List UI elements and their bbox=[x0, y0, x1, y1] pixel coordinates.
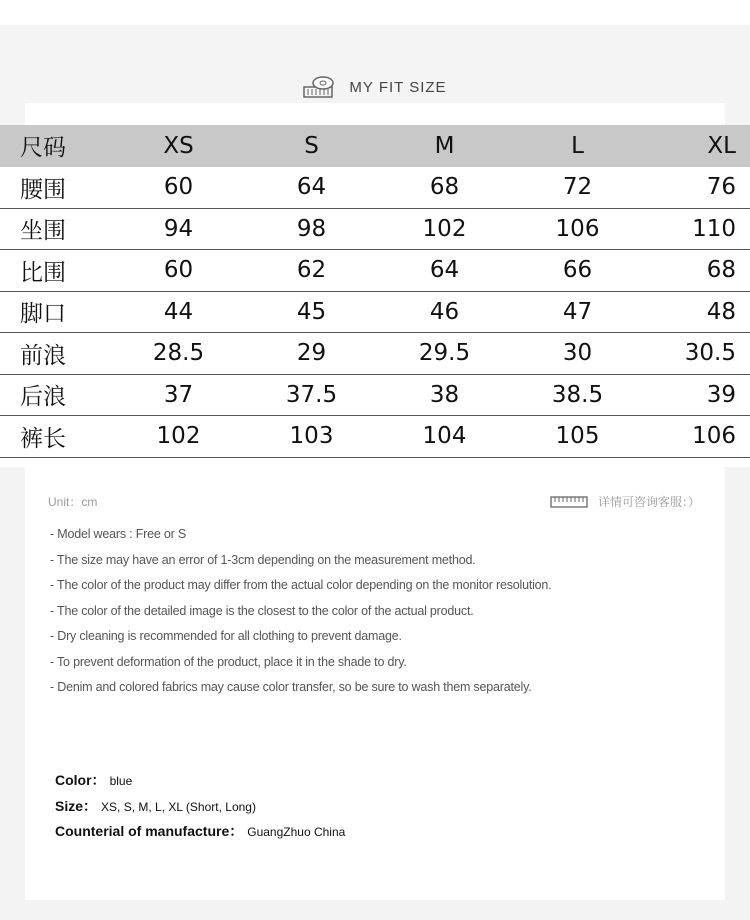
table-cell: 62 bbox=[245, 250, 378, 292]
table-cell: 105 bbox=[511, 416, 644, 458]
table-cell: 47 bbox=[511, 291, 644, 333]
table-cell: 102 bbox=[112, 416, 245, 458]
header-cell-label: 尺码 bbox=[0, 125, 112, 167]
table-row bbox=[0, 250, 750, 292]
table-cell: 29.5 bbox=[378, 333, 511, 375]
table-cell: 94 bbox=[112, 208, 245, 250]
table-cell: 64 bbox=[378, 250, 511, 292]
table-cell: 44 bbox=[112, 291, 245, 333]
measurement-label: 比围 bbox=[0, 250, 112, 292]
size-header-cell: L bbox=[511, 125, 644, 167]
table-cell: 103 bbox=[245, 416, 378, 458]
table-cell: 110 bbox=[644, 208, 750, 250]
table-cell: 72 bbox=[511, 167, 644, 209]
size-spec bbox=[55, 796, 256, 816]
table-cell: 48 bbox=[644, 291, 750, 333]
title-text: MY FIT SIZE bbox=[349, 78, 447, 96]
size-value: XS, S, M, L, XL (Short, Long) bbox=[101, 800, 256, 814]
table-cell: 106 bbox=[644, 416, 750, 458]
table-row bbox=[0, 208, 750, 250]
measurement-label: 坐围 bbox=[0, 208, 112, 250]
table-cell: 38 bbox=[378, 374, 511, 416]
table-cell: 76 bbox=[644, 167, 750, 209]
note-item: - Model wears : Free or S bbox=[50, 527, 187, 541]
size-label: Size： bbox=[55, 798, 98, 814]
table-cell: 64 bbox=[245, 167, 378, 209]
table-cell: 60 bbox=[112, 250, 245, 292]
measurement-label: 前浪 bbox=[0, 333, 112, 375]
origin-value: GuangZhuo China bbox=[247, 825, 346, 839]
table-cell: 38.5 bbox=[511, 374, 644, 416]
table-cell: 66 bbox=[511, 250, 644, 292]
table-cell: 29 bbox=[245, 333, 378, 375]
measurement-label: 腰围 bbox=[0, 167, 112, 209]
table-row bbox=[0, 416, 750, 458]
table-header-row bbox=[0, 125, 750, 167]
measurement-label: 后浪 bbox=[0, 374, 112, 416]
table-row bbox=[0, 374, 750, 416]
table-cell: 45 bbox=[245, 291, 378, 333]
table-row bbox=[0, 167, 750, 209]
size-table bbox=[0, 125, 750, 458]
table-cell: 106 bbox=[511, 208, 644, 250]
table-cell: 68 bbox=[644, 250, 750, 292]
color-value: blue bbox=[109, 774, 133, 788]
contact-text: 详情可咨询客服：） bbox=[597, 495, 700, 509]
color-spec bbox=[55, 770, 132, 790]
measurement-label: 裤长 bbox=[0, 416, 112, 458]
table-cell: 68 bbox=[378, 167, 511, 209]
origin-spec bbox=[55, 821, 345, 841]
size-header-cell: XS bbox=[112, 125, 245, 167]
table-cell: 60 bbox=[112, 167, 245, 209]
ruler-icon bbox=[550, 496, 588, 508]
table-cell: 28.5 bbox=[112, 333, 245, 375]
table-row bbox=[0, 333, 750, 375]
table-cell: 30.5 bbox=[644, 333, 750, 375]
table-cell: 30 bbox=[511, 333, 644, 375]
table-cell: 104 bbox=[378, 416, 511, 458]
note-item: - To prevent deformation of the product, place it in the shade to dry. bbox=[50, 654, 407, 669]
contact-note bbox=[550, 493, 700, 510]
size-header-cell: XL bbox=[644, 125, 750, 167]
unit-label: Unit：cm bbox=[48, 495, 98, 509]
size-header-cell: M bbox=[378, 125, 511, 167]
table-cell: 39 bbox=[644, 374, 750, 416]
tape-measure-icon bbox=[303, 75, 337, 99]
size-header-cell: S bbox=[245, 125, 378, 167]
origin-label: Counterial of manufacture： bbox=[55, 823, 244, 839]
note-item: - The color of the product may differ from the actual color depending on the monitor resolution. bbox=[50, 578, 552, 592]
note-item: - The size may have an error of 1-3cm depending on the measurement method. bbox=[50, 552, 476, 567]
table-cell: 102 bbox=[378, 208, 511, 250]
color-label: Color： bbox=[55, 772, 106, 788]
table-cell: 37 bbox=[112, 374, 245, 416]
table-cell: 37.5 bbox=[245, 374, 378, 416]
note-item: - The color of the detailed image is the closest to the color of the actual product. bbox=[50, 603, 474, 618]
care-notes bbox=[50, 527, 551, 706]
measurement-label: 脚口 bbox=[0, 291, 112, 333]
note-item: - Denim and colored fabrics may cause color transfer, so be sure to wash them separately. bbox=[50, 680, 532, 694]
table-row bbox=[0, 291, 750, 333]
header-panel bbox=[25, 103, 725, 125]
table-cell: 46 bbox=[378, 291, 511, 333]
note-item: - Dry cleaning is recommended for all clothing to prevent damage. bbox=[50, 629, 402, 643]
table-cell: 98 bbox=[245, 208, 378, 250]
section-title bbox=[0, 75, 750, 99]
